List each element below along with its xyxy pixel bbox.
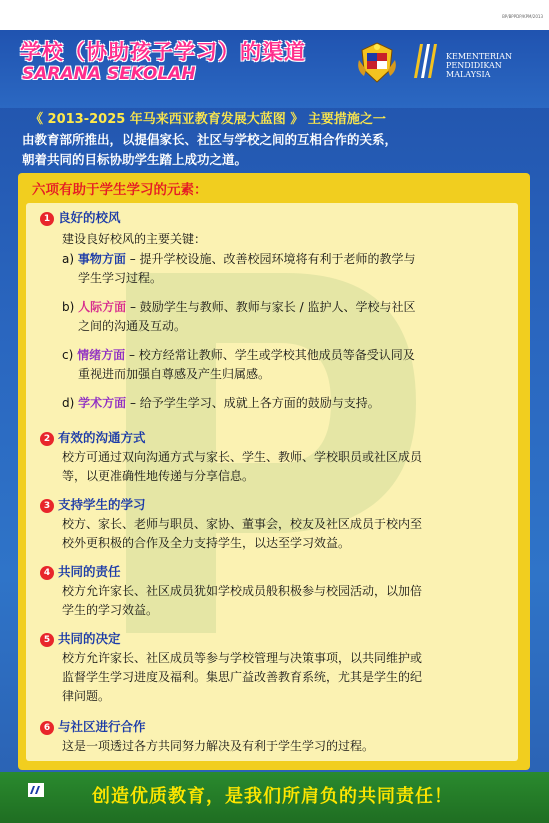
elements-panel-inner — [26, 203, 518, 761]
panel-heading: 六项有助于学生学习的元素： — [32, 182, 208, 198]
body-line: 校方、家长、老师与职员、家协、董事会，校友及社区成员于校内至 — [62, 517, 423, 531]
section-title — [40, 428, 146, 446]
footer-badge-icon — [28, 783, 44, 797]
section-title-text: 共同的决定 — [58, 631, 121, 646]
section-body — [62, 737, 512, 756]
item-keyword: 情绪方面 — [77, 348, 126, 362]
print-code: BP/BPPDP/KPM/2013 — [502, 14, 543, 19]
section-title-text: 共同的责任 — [58, 564, 121, 579]
section-title-text: 有效的沟通方式 — [58, 430, 146, 445]
body-line: 这是一项透过各方共同努力解决及有利于学生学习的过程。 — [62, 739, 375, 753]
section-body — [62, 649, 512, 706]
section-number-badge: 4 — [40, 566, 54, 580]
intro-line: 朝着共同的目标协助学生踏上成功之道。 — [22, 152, 248, 167]
body-line: 校方可通过双向沟通方式与家长、学生、教师、学校职员或社区成员 — [62, 450, 423, 464]
body-line: 监督学生学习进度及福利。集思广益改善教育系统，尤其是学生的纪 — [62, 670, 423, 684]
list-marker: c) — [62, 348, 74, 362]
section-body — [62, 515, 512, 553]
list-item — [62, 394, 512, 413]
section-number-badge: 3 — [40, 499, 54, 513]
intro-paragraph — [22, 130, 532, 170]
list-item — [62, 250, 512, 288]
item-text: – 提升学校设施、改善校园环境将有利于老师的教学与 — [125, 252, 416, 266]
section-title — [40, 629, 121, 647]
body-line: 等，以更准确性地传递与分享信息。 — [62, 469, 255, 483]
section-title-text: 良好的校风 — [58, 210, 121, 225]
body-line: 校方允许家长、社区成员犹如学校成员般积极参与校园活动，以加倍 — [62, 584, 423, 598]
blueprint-subtitle: 《 2013-2025 年马来西亚教育发展大蓝图 》 主要措施之一 — [30, 112, 386, 127]
kpm-logo-icon — [410, 40, 440, 80]
section-body — [62, 582, 512, 620]
kpm-name: KEMENTERIAN PENDIDIKAN MALAYSIA — [446, 52, 512, 79]
section-number-badge: 5 — [40, 633, 54, 647]
section-title — [40, 208, 121, 226]
list-item — [62, 346, 512, 384]
list-marker: b) — [62, 300, 75, 314]
section-number-badge: 6 — [40, 721, 54, 735]
body-line: 校方允许家长、社区成员等参与学校管理与决策事项，以共同维护或 — [62, 651, 423, 665]
poster-title-chinese: 学校（协助孩子学习）的渠道 — [20, 40, 306, 64]
section-title — [40, 495, 146, 513]
body-line: 学生的学习效益。 — [62, 603, 159, 617]
footer-slogan: 创造优质教育，是我们所肩负的共同责任！ — [92, 786, 453, 807]
section-number-badge: 1 — [40, 212, 54, 226]
section-title-text: 支持学生的学习 — [58, 497, 146, 512]
item-keyword: 人际方面 — [78, 300, 127, 314]
item-text: 之间的沟通及互动。 — [78, 319, 187, 333]
list-marker: a) — [62, 252, 75, 266]
item-text: 重视进而加强自尊感及产生归属感。 — [78, 367, 271, 381]
item-keyword: 事物方面 — [77, 252, 126, 266]
item-text: – 校方经常让教师、学生或学校其他成员等备受认同及 — [125, 348, 415, 362]
intro-line: 由教育部所推出，以提倡家长、社区与学校之间的互相合作的关系， — [22, 132, 398, 147]
list-marker: d) — [62, 396, 75, 410]
poster-title-malay: SARANA SEKOLAH — [22, 64, 196, 84]
item-text: – 给予学生学习、成就上各方面的鼓励与支持。 — [126, 396, 380, 410]
coat-of-arms-icon — [354, 40, 400, 86]
body-line: 校外更积极的合作及全力支持学生，以达至学习效益。 — [62, 536, 351, 550]
elements-content — [26, 203, 518, 761]
item-keyword: 学术方面 — [78, 396, 127, 410]
item-text: – 鼓励学生与教师、教师与家长 / 监护人、学校与社区 — [126, 300, 416, 314]
elements-panel — [18, 173, 530, 770]
section-number-badge: 2 — [40, 432, 54, 446]
item-text: 学生学习过程。 — [78, 271, 163, 285]
top-white-strip — [0, 0, 549, 30]
section-lead: 建设良好校风的主要关键： — [62, 232, 207, 246]
section-body — [62, 448, 512, 486]
section-title — [40, 717, 146, 735]
list-item — [62, 298, 512, 336]
body-line: 律问题。 — [62, 689, 111, 703]
section-title-text: 与社区进行合作 — [58, 719, 146, 734]
section-title — [40, 562, 121, 580]
